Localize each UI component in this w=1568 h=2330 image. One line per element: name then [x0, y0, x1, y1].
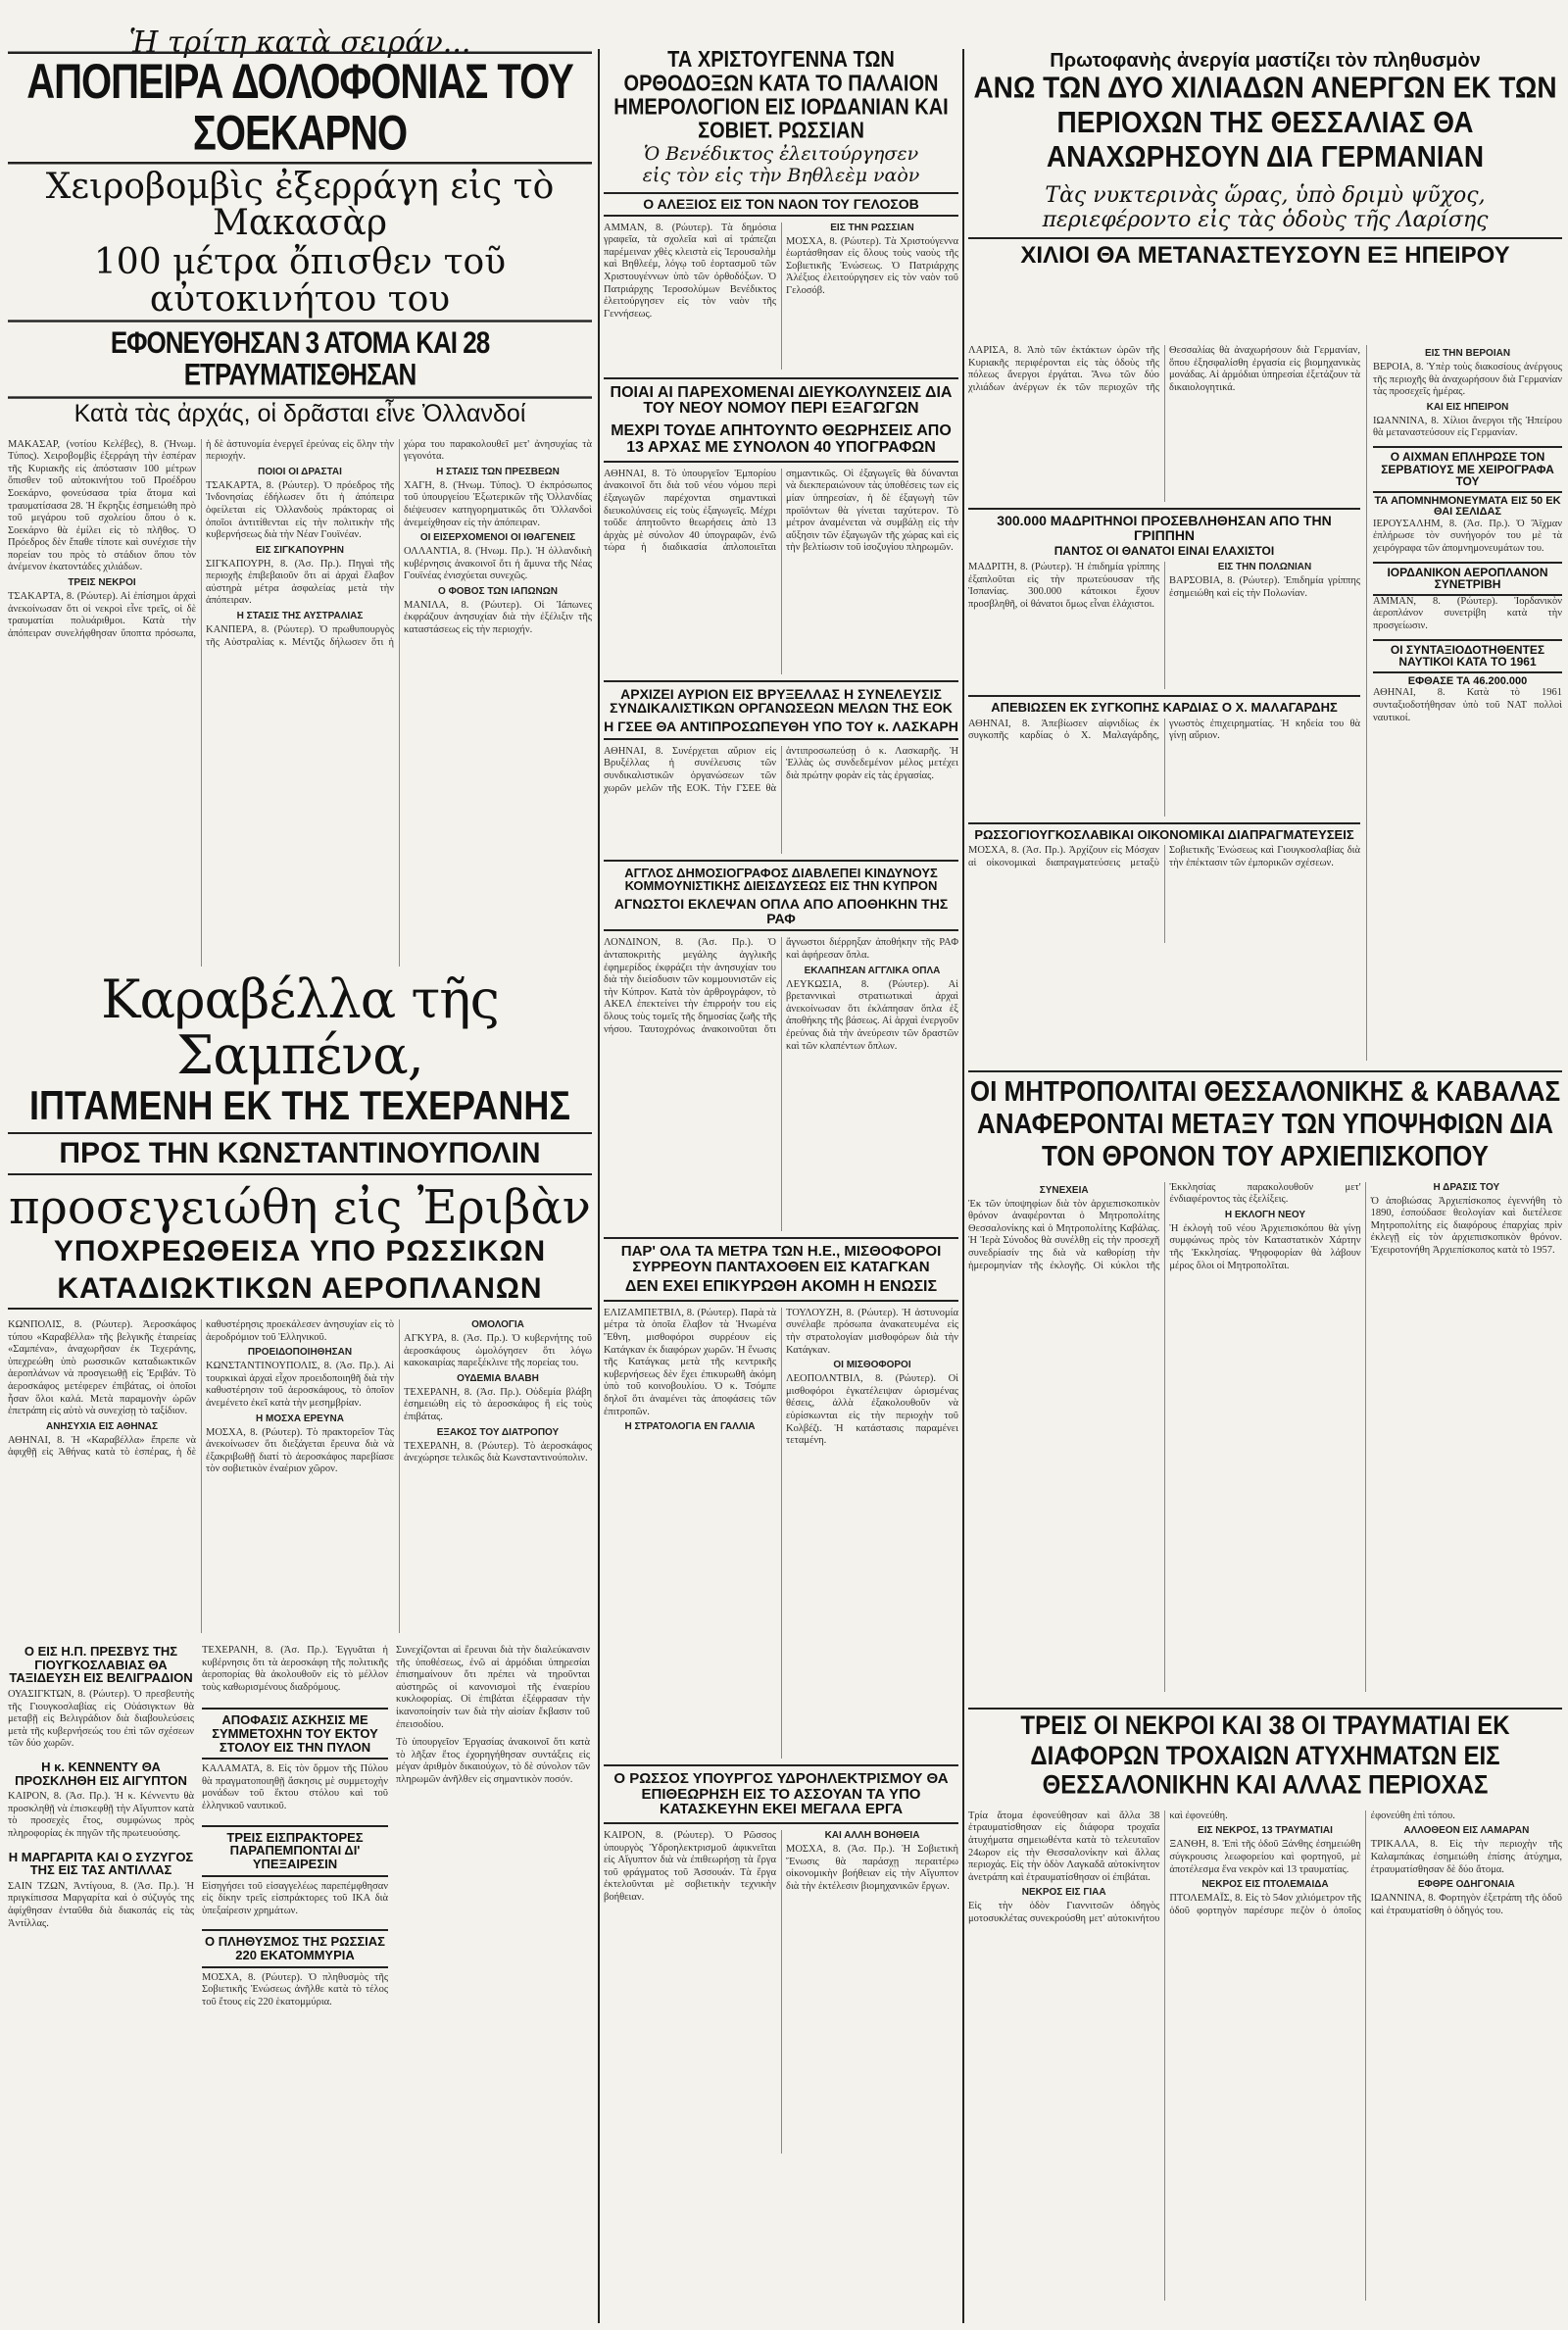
subhead: ΟΥΔΕΜΙΑ ΒΛΑΒΗ — [457, 1372, 539, 1384]
subhead: ΝΕΚΡΟΣ ΕΙΣ ΓΙΑΑ — [1021, 1887, 1106, 1899]
subhead: ΤΡΕΙΣ ΝΕΚΡΟΙ — [68, 577, 136, 589]
article-caravelle — [8, 967, 592, 1633]
headline: ΠΡΟΣ ΤΗΝ ΚΩΝΣΤΑΝΤΙΝΟΥΠΟΛΙΝ — [8, 1132, 592, 1175]
article-body — [604, 1308, 958, 1759]
article-text: ΣΑΙΝ ΤΖΩΝ, Ἀντίγουα, 8. (Ἀσ. Πρ.). Ἡ πριγκίπισσα Μαργαρίτα καὶ ὁ σύζυγός της ἀφίχθησαν ἐνταῦθα διὰ διακοπάς εἰς τὰς Ἀντίλλας. — [8, 1880, 194, 1929]
sub-column — [202, 1637, 388, 2323]
headline: ΑΡΧΙΖΕΙ ΑΥΡΙΟΝ ΕΙΣ ΒΡΥΞΕΛΛΑΣ Η ΣΥΝΕΛΕΥΣΙΣ ΣΥΝΔΙΚΑΛΙΣΤΙΚΩΝ ΟΡΓΑΝΩΣΕΩΝ ΜΕΛΩΝ ΤΗΣ ΕΟΚ — [604, 680, 958, 716]
subhead: Η ΔΡΑΣΙΣ ΤΟΥ — [1433, 1181, 1500, 1193]
column-rule — [598, 49, 600, 2323]
subhead: Η ΣΤΡΑΤΟΛΟΓΙΑ ΕΝ ΓΑΛΛΙΑ — [624, 1421, 756, 1433]
article-text: ΚΑΙΡΟΝ, 8. (Ρώυτερ). Ὁ Ρῶσσος ὑπουργὸς Ὑδροηλεκτρισμοῦ ἀφικνεῖται εἰς Αἴγυπτον διὰ νὰ ἐπιθεωρήσῃ τὰ ἔργα τοῦ φράγματος τοῦ Ἀσσουάν. Τὰ ἔργα ἐκτελοῦνται μὲ σοβιετικὴν τεχνικὴν βοήθειαν. — [604, 1830, 776, 1903]
headline: ΑΓΝΩΣΤΟΙ ΕΚΛΕΨΑΝ ΟΠΛΑ ΑΠΟ ΑΠΟΘΗΚΗΝ ΤΗΣ ΡΑΦ — [604, 897, 958, 931]
article-text: ΜΑΝΙΛΑ, 8. (Ρώυτερ). Οἱ Ἰάπωνες ἐκφράζουν ἀνησυχίαν διὰ τὴν ἐξέλιξιν τῆς καταστάσεως εἰς τὴν περιοχήν. — [404, 599, 592, 636]
subhead: ΕΙΣ ΤΗΝ ΒΕΡΟΙΑΝ — [1424, 348, 1511, 359]
article-text: Ἡ ἐκλογὴ τοῦ νέου Ἀρχιεπισκόπου θὰ γίνῃ συμφώνως πρὸς τὸν Καταστατικὸν Χάρτην τῆς Ἐκκλησίας. Ψηφοφορίαν θὰ λάβουν μέρος ὅλοι οἱ Μητροπολῖται. — [1169, 1222, 1361, 1271]
article-text: ΟΥΑΣΙΓΚΤΩΝ, 8. (Ρώυτερ). Ὁ πρεσβευτὴς τῆς Γιουγκοσλαβίας εἰς Οὐάσιγκτων θὰ μεταβῇ εἰς Βελιγράδιον διὰ διαβουλεύσεις μετὰ τῆς κυβερνήσεώς του ἐπὶ τῶν σχέσεων τῶν δύο χωρῶν. — [8, 1688, 194, 1750]
article-text: Ὁ ἀποβιώσας Ἀρχιεπίσκοπος ἐγεννήθη τὸ 1890, ἐσπούδασε θεολογίαν καὶ διετέλεσε Μητροπολίτης εἰς διαφόρους ἐπαρχίας πρὶν ἐκλεγῇ εἰς τὸν ἀρχιεπισκοπικὸν θρόνον. Ἐχειροτονήθη Ἀρχιεπίσκοπος κατὰ τὸ 1957. — [1370, 1195, 1562, 1257]
subhead: Η ΣΤΑΣΙΣ ΤΩΝ ΠΡΕΣΒΕΩΝ — [436, 466, 560, 477]
article-text: ΒΑΡΣΟΒΙΑ, 8. (Ρώυτερ). Ἐπιδημία γρίππης ἐσημειώθη καὶ εἰς τὴν Πολωνίαν. — [1169, 574, 1360, 599]
subhead: ΕΚΛΑΠΗΣΑΝ ΑΓΓΛΙΚΑ ΟΠΛΑ — [804, 965, 941, 976]
article-text: ΜΑΔΡΙΤΗ, 8. (Ρώυτερ). Ἡ ἐπιδημία γρίππης ἐξαπλοῦται εἰς τὴν πρωτεύουσαν τῆς Ἱσπανίας. 300.000 κάτοικοι ἔχουν προσβληθῆ, οἱ θάνατοι ὅμως εἶναι ἐλάχιστοι. — [968, 561, 1159, 610]
subhead: ΠΟΙΟΙ ΟΙ ΔΡΑΣΤΑΙ — [258, 466, 342, 477]
headline: Η ΜΑΡΓΑΡΙΤΑ ΚΑΙ Ο ΣΥΖΥΓΟΣ ΤΗΣ ΕΙΣ ΤΑΣ ΑΝΤΙΛΛΑΣ — [8, 1849, 194, 1878]
subhead: ΑΛΛΟΘΕΟΝ ΕΙΣ ΛΑΜΑΡΑΝ — [1403, 1825, 1530, 1837]
middle-column — [604, 51, 958, 2323]
article-text: ΙΕΡΟΥΣΑΛΗΜ, 8. (Ἀσ. Πρ.). Ὁ Ἄϊχμαν ἐπλήρωσε τὸν συνήγορόν του μὲ τὰ χειρόγραφα τῶν ἀπομνημονευμάτων του. — [1373, 518, 1562, 555]
headline: εἰς τὸν εἰς τὴν Βηθλεὲμ ναὸν — [642, 164, 920, 186]
article-text: ΚΑΛΑΜΑΤΑ, 8. Εἰς τὸν ὅρμον τῆς Πύλου θὰ πραγματοποιηθῇ ἄσκησις μὲ συμμετοχὴν μονάδων τοῦ ἕκτου στόλου καὶ τοῦ ἑλληνικοῦ ναυτικοῦ. — [202, 1763, 388, 1812]
subhead: ΕΙΣ ΤΗΝ ΡΩΣΣΙΑΝ — [830, 222, 914, 233]
boxed-headline: ΙΟΡΔΑΝΙΚΟΝ ΑΕΡΟΠΛΑΝΟΝ ΣΥΝΕΤΡΙΒΗ — [1373, 562, 1562, 596]
headline: Καραβέλλα τῆς Σαμπένα, — [101, 968, 499, 1086]
headline: ΠΑΝΤΟΣ ΟΙ ΘΑΝΑΤΟΙ ΕΙΝΑΙ ΕΛΑΧΙΣΤΟΙ — [1054, 544, 1275, 559]
headline: Τὰς νυκτερινὰς ὥρας, ὑπὸ δριμὺ ψῦχος, — [1045, 182, 1486, 208]
headline: Ο ΕΙΣ Η.Π. ΠΡΕΣΒΥΣ ΤΗΣ ΓΙΟΥΓΚΟΣΛΑΒΙΑΣ ΘΑ ΤΑΞΙΔΕΥΣΗ ΕΙΣ ΒΕΛΙΓΡΑΔΙΟΝ — [9, 1644, 193, 1686]
article-text: ΜΑΚΑΣΑΡ, (νοτίου Κελέβες), 8. (Ἡνωμ. Τύπος). Χειροβομβὶς ἐξερράγη τὴν ἑσπέραν τῆς Κυριακῆς εἰς ἀπόστασιν 100 μέτρων ὄπισθεν τοῦ αὐτοκινήτου τοῦ Προέδρου Σοεκάρνο, φονεύσασα τρία ἄτομα καὶ τραυματίσασα 28. Ἡ ἔκρηξις ἐσημειώθη πρὸ τοῦ μεγάρου τοῦ σχολείου ὅπου ὁ κ. Σοεκάρνο θὰ ἐμίλει εἰς τὸ πλῆθος. Ὁ Πρόεδρος δὲν ἔπαθε τίποτε καὶ συνέχισε τὴν πορείαν του πρὸς τὸ στάδιον ὅπου τὸν ἀνέμενον ἑκατοντάδες χιλιάδων. — [8, 438, 196, 573]
article-body — [604, 1830, 958, 2154]
left-bottom-column — [8, 1637, 592, 2323]
article-body — [8, 439, 592, 967]
article-body — [8, 1319, 592, 1633]
headline: ΟΙ ΜΗΤΡΟΠΟΛΙΤΑΙ ΘΕΣΣΑΛΟΝΙΚΗΣ & ΚΑΒΑΛΑΣ ΑΝΑΦΕΡΟΝΤΑΙ ΜΕΤΑΞΥ ΤΩΝ ΥΠΟΨΗΦΙΩΝ ΔΙΑ ΤΟΝ ΘΡΟΝΟΝ ΤΟΥ ΑΡΧΙΕΠΙΣΚΟΠΟΥ — [969, 1074, 1561, 1172]
sub-column — [8, 1637, 194, 2323]
article-text: ΚΩΝΠΟΛΙΣ, 8. (Ρώυτερ). Ἀεροσκάφος τύπου «Καραβέλλα» τῆς βελγικῆς ἑταιρείας «Σαμπένα», ἀναχωρῆσαν ἐκ Τεχεράνης, ὑπεχρεώθη ὑπὸ ρωσσικῶν καταδιωκτικῶν ἀεροπλάνων νὰ προσγειωθῇ εἰς Ἐριβάν. Τὸ ἀεροσκάφος μετέφερεν ἐπιβάτας, οἱ ὁποῖοι ἦσαν ὅλοι καλά. Μετὰ παραμονὴν ὡρῶν ἐπετράπη εἰς αὐτὸ νὰ συνεχίσῃ τὸ ταξίδιον. — [8, 1319, 196, 1417]
subhead: ΟΜΟΛΟΓΙΑ — [471, 1319, 524, 1331]
headline: ΔΕΝ ΕΧΕΙ ΕΠΙΚΥΡΩΘΗ ΑΚΟΜΗ Η ΕΝΩΣΙΣ — [604, 1279, 958, 1302]
article-text: ΧΑΓΗ, 8. (Ἡνωμ. Τύπος). Ὁ ἐκπρόσωπος τοῦ ὑπουργείου Ἐξωτερικῶν τῆς Ὀλλανδίας διέψευσεν κατηγορηματικῶς ὅτι Ὀλλανδοὶ ἀνεμείχθησαν εἰς τὴν ἀπόπειραν. — [404, 479, 592, 528]
article-text: ΛΟΝΔΙΝΟΝ, 8. (Ἀσ. Πρ.). Ὁ ἀνταποκριτὴς μεγάλης ἀγγλικῆς ἐφημερίδος ἐκφράζει τὴν ἀνησυχίαν του διὰ τὴν διείσδυσιν τῶν κομμουνιστῶν εἰς τὴν Κύπρον. Κατὰ τὸν ἀρθρογράφον, τὸ ΑΚΕΛ ἐπεκτείνει τὴν ἐπιρροήν του εἰς ὅλους τοὺς τομεῖς τῆς δημοσίας ζωῆς τῆς νήσου. Ταυτοχρόνως ἀνακοινοῦται ὅτι ἄγνωστοι διέρρηξαν ἀποθήκην τῆς ΡΑΦ καὶ ἀφήρεσαν ὅπλα. — [604, 937, 958, 1035]
article-text: ΤΕΧΕΡΑΝΗ, 8. (Ἀσ. Πρ.). Ἐγγυᾶται ἡ κυβέρνησις ὅτι τὰ ἀεροσκάφη τῆς πολιτικῆς ἀεροπορίας θὰ ἀκολουθοῦν εἰς τὸ μέλλον τοὺς καθωρισμένους διαδρόμους. — [202, 1645, 388, 1693]
section-rule — [968, 1708, 1562, 1710]
headline: ΧΙΛΙΟΙ ΘΑ ΜΕΤΑΝΑΣΤΕΥΣΟΥΝ ΕΞ ΗΠΕΙΡΟΥ — [968, 237, 1562, 268]
headline: Η κ. ΚΕΝΝΕΝΤΥ ΘΑ ΠΡΟΣΚΛΗΘΗ ΕΙΣ ΑΙΓΥΠΤΟΝ — [15, 1759, 187, 1788]
headline: ΜΕΧΡΙ ΤΟΥΔΕ ΑΠΗΤΟΥΝΤΟ ΘΕΩΡΗΣΕΙΣ ΑΠΟ 13 ΑΡΧΑΣ ΜΕ ΣΥΝΟΛΟΝ 40 ΥΠΟΓΡΑΦΩΝ — [604, 423, 958, 463]
subhead: ΕΙΣ ΣΙΓΚΑΠΟΥΡΗΝ — [256, 544, 344, 556]
article-text: ΒΕΡΟΙΑ, 8. Ὑπὲρ τοὺς διακοσίους ἀνέργους τῆς περιοχῆς θὰ ἀναχωρήσουν διὰ Γερμανίαν τὰς προσεχεῖς ἡμέρας. — [1373, 362, 1562, 398]
article-text: ΑΘΗΝΑΙ, 8. Συνέρχεται αὔριον εἰς Βρυξέλλας ἡ συνέλευσις τῶν συνδικαλιστικῶν ὀργανώσεων τῶν χωρῶν μελῶν τῆς ΕΟΚ. Τὴν ΓΣΕΕ θὰ ἀντιπροσωπεύσῃ ὁ κ. Λασκαρῆς. Ἡ Ἑλλὰς ὡς συνδεδεμένον μέλος μετέχει διὰ πρώτην φορὰν εἰς τὰς ἐργασίας. — [604, 745, 958, 794]
boxed-headline: ΑΠΟΦΑΣΙΣ ΑΣΚΗΣΙΣ ΜΕ ΣΥΜΜΕΤΟΧΗΝ ΤΟΥ ΕΚΤΟΥ ΣΤΟΛΟΥ ΕΙΣ ΤΗΝ ΠΥΛΟΝ — [202, 1708, 388, 1760]
article-text: ΛΕΟΠΟΛΝΤΒΙΛ, 8. (Ρώυτερ). Οἱ μισθοφόροι ἐγκατέλειψαν ὡρισμένας θέσεις, ἀλλὰ ἐξακολουθοῦν νὰ εὑρίσκωνται εἰς τὴν περιοχὴν τοῦ Κολβέζι. Ἡ κατάστασις παραμένει τεταμένη. — [786, 1373, 958, 1447]
subhead: Ο ΦΟΒΟΣ ΤΩΝ ΙΑΠΩΝΩΝ — [438, 585, 558, 597]
article-text: ΑΘΗΝΑΙ, 8. Τὸ ὑπουργεῖον Ἐμπορίου ἀνακοινοῖ ὅτι διὰ τοῦ νέου νόμου περὶ ἐξαγωγῶν παρέχονται σημαντικαὶ διευκολύνσεις εἰς τοὺς ἐξαγωγεῖς. Μέχρι τοῦδε ἀπητοῦντο θεωρήσεις ἀπὸ 13 ἀρχὰς μὲ σύνολον 40 ὑπογραφῶν, ἐνῶ τώρα ἡ διαδικασία ἁπλοποιεῖται σημαντικῶς. Οἱ ἐξαγωγεῖς θὰ δύνανται νὰ διεκπεραιώνουν τὰς ὑποθέσεις των εἰς μίαν ὑπηρεσίαν, ἡ δὲ ἐξαγωγὴ τῶν προϊόντων θὰ γίνεται ταχύτερον. Τὸ μέτρον ἀναμένεται νὰ συμβάλῃ εἰς τὴν αὔξησιν τῶν ἐξαγωγῶν τῆς χώρας καὶ εἰς τὴν βελτίωσιν τοῦ ἰσοζυγίου πληρωμῶν. — [604, 468, 958, 554]
deck: Κατὰ τὰς ἀρχάς, οἱ δρᾶσται εἶνε Ὀλλανδοί — [74, 400, 526, 428]
subhead: ΕΙΣ ΝΕΚΡΟΣ, 13 ΤΡΑΥΜΑΤΙΑΙ — [1198, 1825, 1333, 1837]
article-text: ΚΑΝΠΕΡΑ, 8. (Ρώυτερ). Ὁ πρωθυπουργὸς τῆς Αὐστραλίας κ. Μέντζις δήλωσεν ὅτι ἡ χώρα του παρακολουθεῖ μετ' ἀνησυχίας τὰ γεγονότα. — [206, 438, 592, 648]
sub-column — [1366, 345, 1562, 1061]
subhead: ΠΡΟΕΙΔΟΠΟΙΗΘΗΣΑΝ — [247, 1347, 353, 1359]
article-text: ΚΩΝΣΤΑΝΤΙΝΟΥΠΟΛΙΣ, 8. (Ἀσ. Πρ.). Αἱ τουρκικαὶ ἀρχαὶ εἶχον προειδοποιηθῆ διὰ τὴν καθυστέρησιν τοῦ ἀεροσκάφους, τὸ ὁποῖον ἀνεμένετο ἐκεῖ κατὰ τὴν μεσημβρίαν. — [206, 1361, 394, 1410]
subhead: ΕΞΑΚΟΣ ΤΟΥ ΔΙΑΤΡΟΠΟΥ — [436, 1426, 560, 1438]
subhead: ΕΙΣ ΤΗΝ ΠΟΛΩΝΙΑΝ — [1217, 561, 1312, 572]
subhead: ΑΝΗΣΥΧΙΑ ΕΙΣ ΑΘΗΝΑΣ — [45, 1420, 159, 1432]
article-body — [968, 1810, 1562, 2301]
boxed-headline: ΤΡΕΙΣ ΕΙΣΠΡΑΚΤΟΡΕΣ ΠΑΡΑΠΕΜΠΟΝΤΑΙ ΔΙ' ΥΠΕΞΑΙΡΕΣΙΝ — [202, 1825, 388, 1877]
article-text: ΜΟΣΧΑ, 8. (Ἀσ. Πρ.). Ἀρχίζουν εἰς Μόσχαν αἱ οἰκονομικαὶ διαπραγματεύσεις μεταξὺ Σοβιετικῆς Ἑνώσεως καὶ Γιουγκοσλαβίας διὰ τὴν ἐπέκτασιν τῶν ἐμπορικῶν σχέσεων. — [968, 845, 1360, 868]
headline: ΑΠΕΒΙΩΣΕΝ ΕΚ ΣΥΓΚΟΠΗΣ ΚΑΡΔΙΑΣ Ο Χ. ΜΑΛΑΓΑΡΔΗΣ — [968, 695, 1360, 715]
article-text: ΕΛΙΖΑΜΠΕΤΒΙΛ, 8. (Ρώυτερ). Παρὰ τὰ μέτρα τὰ ὁποῖα ἔλαβον τὰ Ἡνωμένα Ἔθνη, μισθοφόροι συρρέουν εἰς Κατάγκαν ἐκ διαφόρων χωρῶν. Ἡ ἕνωσις τῆς Κατάγκας μετὰ τῆς κεντρικῆς κυβερνήσεως δὲν ἔχει ἐπικυρωθῆ ἀκόμη ὑπὸ τοῦ κοινοβουλίου. Ὁ κ. Τσόμπε δηλοῖ ὅτι ἀναμένει τὰς ἀποφάσεις τῶν ἐπιτροπῶν. — [604, 1307, 776, 1417]
article-text: ΤΕΧΕΡΑΝΗ, 8. (Ἀσ. Πρ.). Οὐδεμία βλάβη ἐσημειώθη εἰς τὸ ἀεροσκάφος ἢ εἰς τοὺς ἐπιβάτας. — [404, 1386, 592, 1423]
article-body — [968, 562, 1360, 689]
headline: 300.000 ΜΑΔΡΙΤΗΝΟΙ ΠΡΟΣΕΒΛΗΘΗΣΑΝ ΑΠΟ ΤΗΝ ΓΡΙΠΠΗΝ — [968, 508, 1360, 542]
headline: Η ΓΣΕΕ ΘΑ ΑΝΤΙΠΡΟΣΩΠΕΥΘΗ ΥΠΟ ΤΟΥ κ. ΛΑΣΚΑΡΗ — [604, 719, 958, 740]
subhead: ΚΑΙ ΕΙΣ ΗΠΕΙΡΟΝ — [1426, 401, 1509, 413]
article-text: Εἰσηγήσει τοῦ εἰσαγγελέως παρεπέμφθησαν εἰς δίκην τρεῖς εἰσπράκτορες τοῦ ΙΚΑ διὰ ὑπεξαίρεσιν χρημάτων. — [202, 1880, 388, 1916]
headline: ΡΩΣΣΟΓΙΟΥΓΚΟΣΛΑΒΙΚΑΙ ΟΙΚΟΝΟΜΙΚΑΙ ΔΙΑΠΡΑΓΜΑΤΕΥΣΕΙΣ — [968, 822, 1360, 842]
subhead: ΕΦΘΡΕ ΟΔΗΓΟΝΑΙΑ — [1417, 1879, 1515, 1891]
subhead: Η ΕΚΛΟΓΗ ΝΕΟΥ — [1224, 1209, 1306, 1220]
headline: Ὁ Βενέδικτος ἐλειτούργησεν — [643, 143, 919, 165]
headline: περιεφέροντο εἰς τὰς ὁδοὺς τῆς Λαρίσης — [1042, 207, 1489, 232]
article-text: ΞΑΝΘΗ, 8. Ἐπὶ τῆς ὁδοῦ Ξάνθης ἐσημειώθη σύγκρουσις λεωφορείου καὶ φορτηγοῦ, μὲ ἀποτέλεσμα ἕνα νεκρὸν καὶ 13 τραυματίας. — [1169, 1839, 1361, 1875]
article-text: ΜΟΣΧΑ, 8. (Ρώυτερ). Ὁ πληθυσμὸς τῆς Σοβιετικῆς Ἑνώσεως ἀνῆλθε κατὰ τὸ τέλος τοῦ ἔτους εἰς 220 ἑκατομμύρια. — [202, 1971, 388, 2008]
article-text: Τρία ἄτομα ἐφονεύθησαν καὶ ἄλλα 38 ἐτραυματίσθησαν εἰς διάφορα τροχαῖα ἀτυχήματα σημειωθέντα κατὰ τὸ τελευταῖον 24ωρον εἰς τὴν Θεσσαλονίκην καὶ ἄλλας περιοχάς. Εἰς τὴν ὁδὸν Λαγκαδᾶ αὐτοκίνητον ἀνετράπη καὶ ἐτραυματίσθησαν οἱ ἐπιβάται. — [968, 1809, 1160, 1883]
article-body — [604, 937, 958, 1231]
article-body — [604, 469, 958, 674]
kicker: Ἡ τρίτη κατὰ σειράν... — [128, 25, 471, 60]
sub-column — [396, 1637, 590, 2323]
sub-column-group — [968, 345, 1360, 1061]
article-body — [968, 345, 1360, 502]
main-headline: ΑΠΟΠΕΙΡΑ ΔΟΛΟΦΟΝΙΑΣ ΤΟΥ ΣΟΕΚΑΡΝΟ — [8, 51, 592, 164]
article-unemployment — [968, 51, 1562, 1061]
boxed-headline: Ο ΠΛΗΘΥΣΜΟΣ ΤΗΣ ΡΩΣΣΙΑΣ 220 ΕΚΑΤΟΜΜΥΡΙΑ — [202, 1929, 388, 1967]
article-body — [968, 1182, 1562, 1692]
headline: Ο ΡΩΣΣΟΣ ΥΠΟΥΡΓΟΣ ΥΔΡΟΗΛΕΚΤΡΙΣΜΟΥ ΘΑ ΕΠΙΘΕΩΡΗΣΗ ΕΙΣ ΤΟ ΑΣΣΟΥΑΝ ΤΑ ΥΠΟ ΚΑΤΑΣΚΕΥΗΝ ΕΚΕΙ ΜΕΓΑΛΑ ΕΡΓΑ — [604, 1764, 958, 1824]
column-rule — [962, 49, 964, 2323]
article-text: ΠΤΟΛΕΜΑΪΣ, 8. Εἰς τὸ 54ον χιλιόμετρον τῆς ὁδοῦ φορτηγὸν παρέσυρε πεζὸν ὁ ὁποῖος ἐφονεύθη ἐπὶ τόπου. — [1169, 1809, 1455, 1916]
headline: ΥΠΟΧΡΕΩΘΕΙΣΑ ΥΠΟ ΡΩΣΣΙΚΩΝ — [53, 1235, 547, 1268]
deck: 100 μέτρα ὄπισθεν τοῦ αὐτοκινήτου του — [93, 242, 507, 320]
headline: ΙΠΤΑΜΕΝΗ ΕΚ ΤΗΣ ΤΕΧΕΡΑΝΗΣ — [29, 1082, 570, 1129]
subhead: ΣΥΝΕΧΕΙΑ — [1039, 1184, 1089, 1196]
article-text: Ἐκ τῶν ὑποψηφίων διὰ τὸν ἀρχιεπισκοπικὸν θρόνον ἀναφέρονται ὁ Μητροπολίτης Θεσσαλονίκης καὶ ὁ Μητροπολίτης Καβάλας. Ἡ Ἱερὰ Σύνοδος θὰ συνέλθῃ εἰς τὴν προσεχῆ συνεδρίασίν της διὰ νὰ καθορίσῃ τὴν ἡμερομηνίαν τῆς ἐκλογῆς. Οἱ κύκλοι τῆς Ἐκκλησίας παρακολουθοῦν μετ' ἐνδιαφέροντος τὰς ἐξελίξεις. — [968, 1181, 1361, 1271]
article-text: ΙΩΑΝΝΙΝΑ, 8. Χίλιοι ἄνεργοι τῆς Ἠπείρου θὰ μεταναστεύσουν εἰς Γερμανίαν. — [1373, 415, 1562, 439]
boxed-headline: Ο ΑΙΧΜΑΝ ΕΠΛΗΡΩΣΕ ΤΟΝ ΣΕΡΒΑΤΙΟΥΣ ΜΕ ΧΕΙΡΟΓΡΑΦΑ ΤΟΥ — [1373, 446, 1562, 493]
subhead: ΝΕΚΡΟΣ ΕΙΣ ΠΤΟΛΕΜΑΙΔΑ — [1201, 1879, 1329, 1891]
article-body — [604, 223, 958, 370]
article-text: ΑΓΚΥΡΑ, 8. (Ἀσ. Πρ.). Ὁ κυβερνήτης τοῦ ἀεροσκάφους ὡμολόγησεν ὅτι λόγω κακοκαιρίας παρεξέκλινε τῆς πορείας του. — [404, 1333, 592, 1369]
headline: ΤΑ ΧΡΙΣΤΟΥΓΕΝΝΑ ΤΩΝ ΟΡΘΟΔΟΞΩΝ ΚΑΤΑ ΤΟ ΠΑΛΑΙΟΝ ΗΜΕΡΟΛΟΓΙΟΝ ΕΙΣ ΙΟΡΔΑΝΙΑΝ ΚΑΙ ΣΟΒΙΕΤ. ΡΩΣΣΙΑΝ — [613, 51, 949, 144]
boxed-headline: ΤΑ ΑΠΟΜΝΗΜΟΝΕΥΜΑΤΑ ΕΙΣ 50 ΕΚ ΘΑΙ ΣΕΛΙΔΑΣ — [1374, 494, 1561, 519]
article-text: ΚΑΙΡΟΝ, 8. (Ἀσ. Πρ.). Ἡ κ. Κέννεντυ θὰ προσκληθῇ νὰ ἐπισκεφθῇ τὴν Αἴγυπτον κατὰ τὸ προσεχὲς ἔτος, συμφώνως πρὸς πληροφορίας ἐκ πηγῶν τῆς πρωτευούσης. — [8, 1791, 194, 1839]
article-text: ΛΑΡΙΣΑ, 8. Ἀπὸ τῶν ἐκτάκτων ὡρῶν τῆς Κυριακῆς περιφέρονται εἰς τὰς ὁδοὺς τῆς πόλεως ἄνεργοι ἐργάται. Ἄνω τῶν δύο χιλιάδων ἀνέργων ἐκ τῶν περιοχῶν τῆς Θεσσαλίας θὰ ἀναχωρήσουν διὰ Γερμανίαν, ὅπου ἐξησφαλίσθη ἐργασία εἰς βιομηχανικὰς μονάδας. Αἱ ἀρμόδιαι ὑπηρεσίαι ἐξετάζουν τὰ δικαιολογητικά. — [968, 345, 1360, 393]
article-text: ΤΟΥΛΟΥΖΗ, 8. (Ρώυτερ). Ἡ ἀστυνομία συνέλαβε πρόσωπα ἀνακατευμένα εἰς τὴν στρατολογίαν μισθοφόρων διὰ τὴν Κατάγκαν. — [786, 1307, 958, 1356]
article-text: ΤΣΑΚΑΡΤΑ, 8. (Ρώυτερ). Αἱ ἐπίσημοι ἀρχαὶ ἀνεκοίνωσαν ὅτι οἱ νεκροὶ εἶνε τρεῖς, οἱ δὲ τραυματίαι πολυάριθμοι. Κατὰ τὴν ἀπόπειραν συνελήφθησαν ὕποπτα πρόσωπα, ἡ δὲ ἀστυνομία ἐνεργεῖ ἐρεύνας εἰς ὅλην τὴν περιοχήν. — [8, 438, 394, 639]
boxed-headline: ΕΦΘΑΣΕ ΤΑ 46.200.000 — [1407, 674, 1528, 687]
section-rule — [968, 1070, 1562, 1072]
article-soekarno — [8, 6, 592, 967]
headline: Ο ΑΛΕΞΙΟΣ ΕΙΣ ΤΟΝ ΝΑΟΝ ΤΟΥ ΓΕΛΟΣΟΒ — [604, 192, 958, 217]
headline: ΑΓΓΛΟΣ ΔΗΜΟΣΙΟΓΡΑΦΟΣ ΔΙΑΒΛΕΠΕΙ ΚΙΝΔΥΝΟΥΣ ΚΟΜΜΟΥΝΙΣΤΙΚΗΣ ΔΙΕΙΣΔΥΣΕΩΣ ΕΙΣ ΤΗΝ ΚΥΠΡΟΝ — [604, 860, 958, 893]
article-text: ΑΜΜΑΝ, 8. (Ρώυτερ). Ἰορδανικὸν ἀεροπλάνον συνετρίβη κατὰ τὴν προσγείωσιν. — [1373, 595, 1562, 631]
article-metropolitans — [968, 1074, 1562, 1702]
article-text: Τὸ ὑπουργεῖον Ἐργασίας ἀνακοινοῖ ὅτι κατὰ τὸ λῆξαν ἔτος ἐχορηγήθησαν συντάξεις εἰς μέγαν ἀριθμὸν δικαιούχων, τὸ δὲ σύνολον τῶν πληρωμῶν ἀνῆλθεν εἰς σημαντικὸν ποσόν. — [396, 1737, 590, 1785]
headline: ΠΟΙΑΙ ΑΙ ΠΑΡΕΧΟΜΕΝΑΙ ΔΙΕΥΚΟΛΥΝΣΕΙΣ ΔΙΑ ΤΟΥ ΝΕΟΥ ΝΟΜΟΥ ΠΕΡΙ ΕΞΑΓΩΓΩΝ — [604, 377, 958, 419]
article-text: ΛΕΥΚΩΣΙΑ, 8. (Ρώυτερ). Αἱ βρεταννικαὶ στρατιωτικαὶ ἀρχαὶ ἀνεκοίνωσαν ὅτι ἐκλάπησαν ὅπλα ἐξ ἀποθήκης τῆς βάσεως. Αἱ ἀρχαὶ ἐνεργοῦν ἐρεύνας διὰ τὴν ἀνεύρεσιν τῶν δραστῶν καὶ τῶν κλαπέντων ὅπλων. — [786, 978, 958, 1052]
boxed-headline: ΟΙ ΣΥΝΤΑΞΙΟΔΟΤΗΘΕΝΤΕΣ ΝΑΥΤΙΚΟΙ ΚΑΤΑ ΤΟ 1961 — [1373, 639, 1562, 673]
article-text: Εἰς τὴν ὁδὸν Γιαννιτσῶν ὁδηγὸς μοτοσυκλέτας συνεκρούσθη μετ' αὐτοκινήτου καὶ ἐφονεύθη. — [968, 1809, 1228, 1924]
subhead: Η ΜΟΣΧΑ ΕΡΕΥΝΑ — [256, 1413, 344, 1424]
headline: ΠΑΡ' ΟΛΑ ΤΑ ΜΕΤΡΑ ΤΩΝ Η.Ε., ΜΙΣΘΟΦΟΡΟΙ ΣΥΡΡΕΟΥΝ ΠΑΝΤΑΧΟΘΕΝ ΕΙΣ ΚΑΤΑΓΚΑΝ — [604, 1237, 958, 1275]
deck: ΕΦΟΝΕΥΘΗΣΑΝ 3 ΑΤΟΜΑ ΚΑΙ 28 ΕΤΡΑΥΜΑΤΙΣΘΗΣΑΝ — [8, 320, 592, 398]
headline: προσεγειώθη εἰς Ἐριβὰν — [9, 1179, 591, 1235]
subhead: ΟΙ ΜΙΣΘΟΦΟΡΟΙ — [833, 1360, 911, 1371]
article-text: ΤΡΙΚΑΛΑ, 8. Εἰς τὴν περιοχὴν τῆς Καλαμπάκας ἐσημειώθη ἐπίσης ἀτύχημα, ἐτραυματίσθησαν δὲ δύο ἄτομα. — [1370, 1839, 1562, 1875]
subhead: ΟΙ ΕΙΣΕΡΧΟΜΕΝΟΙ ΟΙ ΙΘΑΓΕΝΕΙΣ — [419, 532, 576, 544]
article-text: ΜΟΣΧΑ, 8. (Ἀσ. Πρ.). Ἡ Σοβιετικὴ Ἕνωσις θὰ παράσχῃ περαιτέρω οἰκονομικὴν βοήθειαν εἰς τὴν Αἴγυπτον διὰ τὴν ἐκτέλεσιν βιομηχανικῶν ἔργων. — [786, 1844, 958, 1892]
article-text: ΑΜΜΑΝ, 8. (Ρώυτερ). Τὰ δημόσια γραφεῖα, τὰ σχολεῖα καὶ αἱ τράπεζαι παρέμειναν χθὲς κλειστὰ εἰς Ἱερουσαλὴμ καὶ Βηθλεέμ, λόγῳ τοῦ ἑορτασμοῦ τῶν Χριστουγέννων ὑπὸ τῶν ὀρθοδόξων. Ὁ Πατριάρχης Ἱεροσολύμων Βενέδικτος ἐλειτούργησεν εἰς τὸν ναὸν τῆς Γεννήσεως. — [604, 222, 776, 320]
kicker: Πρωτοφανὴς ἀνεργία μαστίζει τὸν πληθυσμὸν — [1050, 51, 1481, 72]
article-text: ΑΘΗΝΑΙ, 8. Ἀπεβίωσεν αἰφνιδίως ἐκ συγκοπῆς καρδίας ὁ Χ. Μαλαγάρδης, γνωστὸς ἐπιχειρηματίας. Ἡ κηδεία του θὰ γίνῃ αὔριον. — [968, 718, 1360, 742]
headline: ΑΝΩ ΤΩΝ ΔΥΟ ΧΙΛΙΑΔΩΝ ΑΝΕΡΓΩΝ ΕΚ ΤΩΝ ΠΕΡΙΟΧΩΝ ΤΗΣ ΘΕΣΣΑΛΙΑΣ ΘΑ ΑΝΑΧΩΡΗΣΟΥΝ ΔΙΑ ΓΕΡΜΑΝΙΑΝ — [973, 71, 1557, 174]
deck: Χειροβομβὶς ἐξερράγη εἰς τὸ Μακασὰρ — [45, 166, 555, 244]
article-text: ΜΟΣΧΑ, 8. (Ρώυτερ). Τὸ πρακτορεῖον Τὰς ἀνεκοίνωσεν ὅτι διεξάγεται ἔρευνα διὰ νὰ ἐξακριβωθῇ διατί τὸ ἀεροσκάφος παρεβίασε τὸν σοβιετικὸν ἐναέριον χῶρον. — [206, 1426, 394, 1475]
article-text: ΣΙΓΚΑΠΟΥΡΗ, 8. (Ἀσ. Πρ.). Πηγαὶ τῆς περιοχῆς ἐπιβεβαιοῦν ὅτι αἱ ἀρχαὶ ἔλαβον αὐστηρὰ μέτρα ἀσφαλείας μετὰ τὴν ἀπόπειραν. — [206, 558, 394, 607]
subhead: ΚΑΙ ΑΛΛΗ ΒΟΗΘΕΙΑ — [824, 1830, 920, 1842]
article-body — [604, 746, 958, 854]
article-body — [968, 719, 1360, 817]
article-body — [968, 845, 1360, 943]
article-text: ΑΘΗΝΑΙ, 8. Ἡ «Καραβέλλα» ἔπρεπε νὰ ἀφιχθῇ εἰς Ἀθήνας κατὰ τὸ ἑσπέρας, ἡ δὲ καθυστέρησις προεκάλεσεν ἀνησυχίαν εἰς τὸ ἀεροδρόμιον τοῦ Ἑλληνικοῦ. — [8, 1319, 394, 1459]
article-text: ΟΛΛΑΝΤΙΑ, 8. (Ἡνωμ. Πρ.). Ἡ ὀλλανδικὴ κυβέρνησις ἀνακοινοῖ ὅτι ἡ ἄμυνα τῆς Νέας Γουϊνέας ἐνισχύεται συνεχῶς. — [404, 546, 592, 582]
article-text: ΑΘΗΝΑΙ, 8. Κατὰ τὸ 1961 συνταξιοδοτήθησαν ὑπὸ τοῦ ΝΑΤ πολλοὶ ναυτικοί. — [1373, 687, 1562, 723]
article-text: ΤΣΑΚΑΡΤΑ, 8. (Ρώυτερ). Ὁ πρόεδρος τῆς Ἰνδονησίας ἐδήλωσεν ὅτι ἡ ἀπόπειρα ὀφείλεται εἰς Ὀλλανδοὺς πράκτορας οἱ ὁποῖοι ἀντιτίθενται εἰς τὴν πολιτικὴν τῆς κυβερνήσεως διὰ τὴν Νέαν Γουϊνέαν. — [206, 479, 394, 541]
headline: ΤΡΕΙΣ ΟΙ ΝΕΚΡΟΙ ΚΑΙ 38 ΟΙ ΤΡΑΥΜΑΤΙΑΙ ΕΚ ΔΙΑΦΟΡΩΝ ΤΡΟΧΑΙΩΝ ΑΤΥΧΗΜΑΤΩΝ ΕΙΣ ΘΕΣΣΑΛΟΝΙΚΗΝ ΚΑΙ ΑΛΛΑΣ ΠΕΡΙΟΧΑΣ — [1020, 1711, 1510, 1801]
article-text: ΙΩΑΝΝΙΝΑ, 8. Φορτηγὸν ἐξετράπη τῆς ὁδοῦ καὶ ἐτραυματίσθη ὁ ὁδηγός του. — [1370, 1893, 1562, 1916]
article-text: ΤΕΧΕΡΑΝΗ, 8. (Ρώυτερ). Τὸ ἀεροσκάφος ἀνεχώρησε τελικῶς διὰ Κωνσταντινούπολιν. — [404, 1440, 592, 1464]
headline: ΚΑΤΑΔΙΩΚΤΙΚΩΝ ΑΕΡΟΠΛΑΝΩΝ — [8, 1273, 592, 1311]
article-text: Συνεχίζονται αἱ ἔρευναι διὰ τὴν διαλεύκανσιν τῆς ὑποθέσεως, ἐνῶ αἱ ἀρμόδιαι ὑπηρεσίαι ἐπισημαίνουν ὅτι πρέπει νὰ τηροῦνται αὐστηρῶς οἱ κανονισμοὶ τῆς ἐναερίου κυκλοφορίας. Οἱ ἐπιβάται ἐξέφρασαν τὴν ἱκανοποίησίν των διὰ τὴν αἰσίαν ἔκβασιν τοῦ ἐπεισοδίου. — [396, 1645, 590, 1730]
article-text: ΜΟΣΧΑ, 8. (Ρώυτερ). Τὰ Χριστούγεννα ἑωρτάσθησαν εἰς ὅλους τοὺς ναοὺς τῆς Σοβιετικῆς Ἑνώσεως. Ὁ Πατριάρχης Ἀλέξιος ἐλειτούργησεν εἰς τὸν ναὸν τοῦ Γελοσόβ. — [786, 235, 958, 296]
subhead: Η ΣΤΑΣΙΣ ΤΗΣ ΑΥΣΤΡΑΛΙΑΣ — [236, 611, 364, 622]
article-accidents — [968, 1711, 1562, 2323]
